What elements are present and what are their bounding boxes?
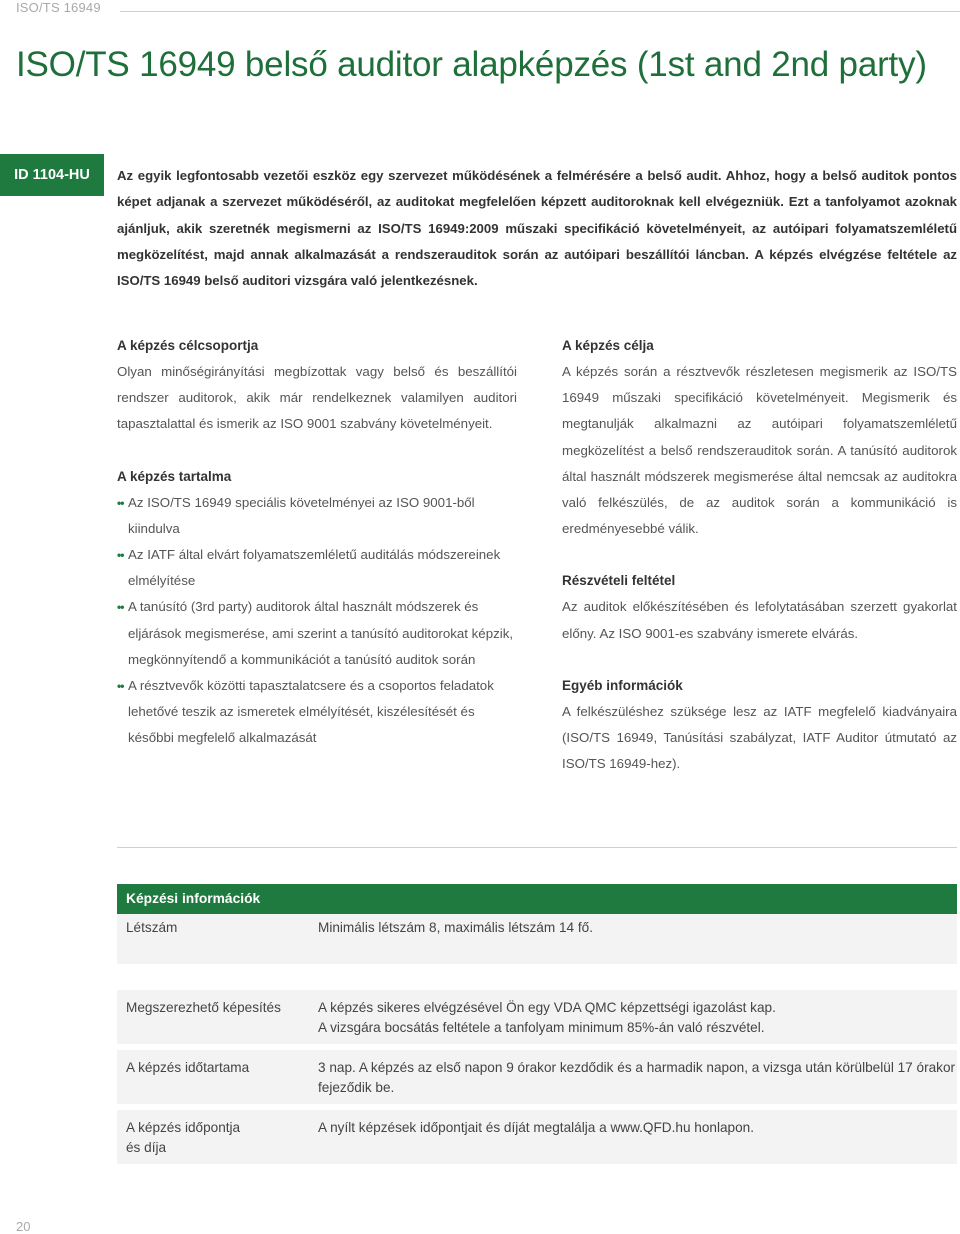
info-table: [117, 884, 957, 1170]
list-item: •• Az ISO/TS 16949 speciális követelményei az ISO 9001-ből kiindulva: [117, 490, 517, 542]
table-row: [117, 1050, 957, 1104]
goal-text: A képzés során a résztvevők részletesen megismerik az ISO/TS 16949 műszaki specifikáció követelményeit. Megismerik és megtanulják alkalmazni az autóipari folyamatszemléletű megközelítést a belső rendszerauditok során. A tanúsító auditorok által használt módszerek megismerése által nemcsak az auditokra való felkészülés, de az auditok során a kommunikáció is eredményesebbé válik.: [562, 364, 957, 537]
other-info-text: A felkészüléshez szüksége lesz az IATF megfelelő kiadványaira (ISO/TS 16949, Tanúsítási szabályzat, IATF Auditor útmutató az ISO/TS 16949-hez).: [562, 703, 957, 772]
row-value: Minimális létszám 8, maximális létszám 14 fő.: [318, 920, 593, 935]
intro-paragraph: Az egyik legfontosabb vezetői eszköz egy szervezet működésének a felmérésére a belső audit. Ahhoz, hogy a belső auditok pontos képet adjanak a szervezet működéséről, az auditokat megfelelően képzett auditoroknak kell elvégezniük. Ezt a tanfolyamot azoknak ajánljuk, akik szeretnék megismerni az ISO/TS 16949:2009 műszaki specifikáció követelményeit, az autóipari folyamatszemléletű megközelítést, majd annak alkalmazását a rendszerauditok során az autóipari beszállítói láncban. A képzés elvégzése feltétele az ISO/TS 16949 belső auditori vizsgára való jelentkezésnek.: [117, 168, 957, 289]
content-list: [117, 490, 517, 752]
list-item: •• Az IATF által elvárt folyamatszemléletű auditálás módszereinek elmélyítése: [117, 542, 517, 594]
row-label: Megszerezhető képesítés: [126, 1000, 281, 1015]
series-label: ISO/TS 16949: [16, 0, 101, 15]
header-rule: [120, 11, 960, 12]
row-label: A képzés időtartama: [126, 1060, 250, 1075]
table-row: [117, 1110, 957, 1164]
bullet-icon: ••: [117, 679, 124, 694]
table-row: [117, 914, 957, 964]
target-group-text: Olyan minőségirányítási megbízottak vagy belső és beszállítói rendszer auditorok, akik már rendelkeznek valamilyen auditori tapasztalattal és ismerik az ISO 9001 szabvány követelményeit.: [117, 364, 517, 432]
goal-heading: A képzés célja: [562, 338, 654, 353]
bullet-icon: ••: [117, 600, 124, 615]
section-divider: [117, 847, 957, 848]
list-item: •• A tanúsító (3rd party) auditorok által használt módszerek és eljárások megismerése, ami szerint a tanúsító auditorokat képzik, megkönnyítendő a kommunikációt a tanúsító auditok során: [117, 594, 517, 673]
info-table-heading: Képzési információk: [117, 884, 957, 914]
table-row: [117, 990, 957, 1044]
row-value: [318, 1118, 957, 1164]
left-column: [117, 333, 517, 752]
content-heading: A képzés tartalma: [117, 468, 232, 484]
page-title: ISO/TS 16949 belső auditor alapképzés (1st and 2nd party): [16, 45, 927, 85]
other-info-heading: Egyéb információk: [562, 677, 683, 693]
qfd-website-link[interactable]: A nyílt képzések időpontjait és díját megtalálja a www.QFD.hu honlapon.: [318, 1120, 755, 1135]
right-column: [562, 333, 957, 777]
bullet-icon: ••: [117, 548, 124, 563]
requirement-text: Az auditok előkészítésében és lefolytatásában szerzett gyakorlat előny. Az ISO 9001-es szabvány ismerete elvárás.: [562, 599, 957, 641]
row-value: 3 nap. A képzés az első napon 9 órakor kezdődik és a harmadik napon, a vizsga után körülbelül 17 órakor fejeződik be.: [318, 1060, 956, 1095]
row-value: A képzés sikeres elvégzésével Ön egy VDA QMC képzettségi igazolást kap. A vizsgára bocsátás feltétele a tanfolyam minimum 85%-án való részvétel.: [318, 1000, 776, 1035]
running-header: [16, 0, 960, 16]
bullet-icon: ••: [117, 495, 124, 510]
row-label: Létszám: [126, 920, 178, 935]
target-group-heading: A képzés célcsoportja: [117, 338, 259, 353]
course-id-badge: ID 1104-HU: [0, 154, 104, 196]
row-label: A képzés időpontja és díja: [126, 1120, 241, 1155]
list-item: •• A résztvevők közötti tapasztalatcsere és a csoportos feladatok lehetővé teszik az ismeretek elmélyítését, kiszélesítését és későbbi megfelelő alkalmazását: [117, 673, 517, 752]
requirement-heading: Részvételi feltétel: [562, 573, 676, 589]
page-number: 20: [16, 1219, 31, 1234]
